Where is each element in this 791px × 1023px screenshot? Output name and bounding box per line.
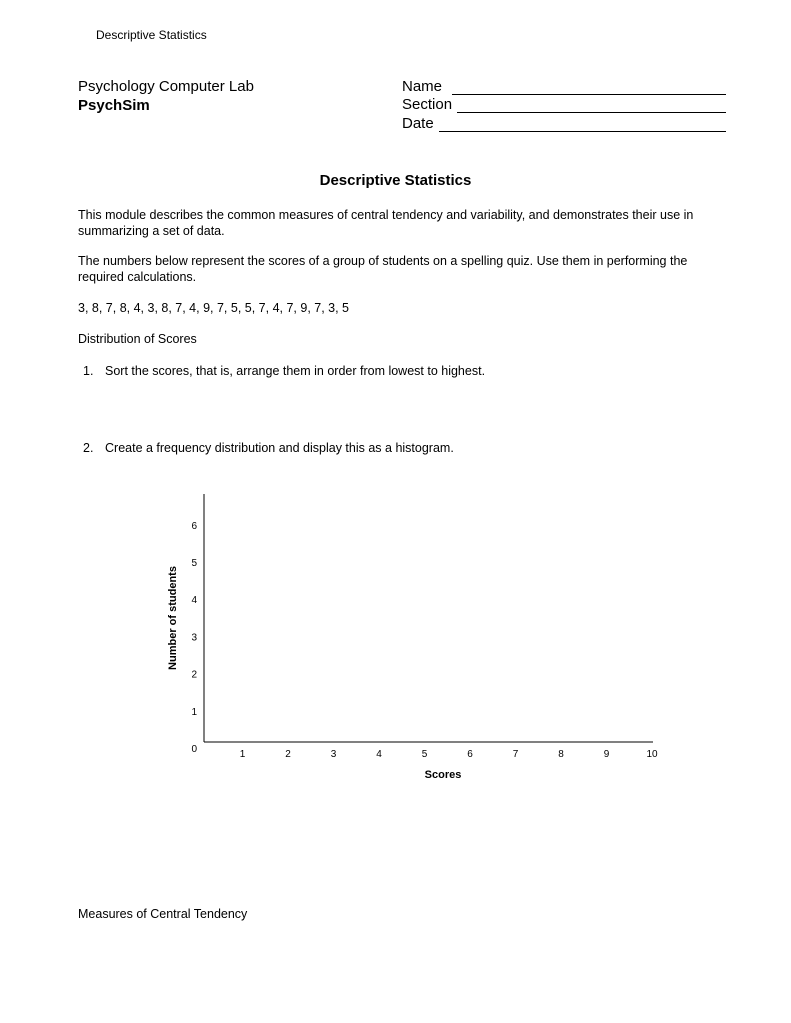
date-label: Date [402,115,434,132]
scores-list: 3, 8, 7, 8, 4, 3, 8, 7, 4, 9, 7, 5, 5, 7, 4, 7, 9, 7, 3, 5 [78,301,350,315]
y-axis-label: Number of students [167,566,179,670]
y-tick-label: 4 [191,595,197,607]
section-label: Section [402,96,453,113]
x-tick-label: 2 [285,749,291,760]
x-tick-label: 9 [603,749,610,760]
item-1-number: 1. [83,364,94,378]
y-tick-label: 2 [191,669,197,681]
name-label: Name [402,78,443,95]
x-tick-label: 1 [239,749,246,760]
y-tick-label: 1 [191,706,197,718]
x-tick-label: 10 [646,749,658,760]
distribution-heading: Distribution of Scores [78,332,197,346]
x-tick-labels [240,749,658,760]
instructions-paragraph: The numbers below represent the scores of a group of students on a spelling quiz. Use them in performing the required calculations. [78,254,688,284]
item-2-number: 2. [83,441,94,455]
running-header: Descriptive Statistics [96,28,207,42]
x-tick-label: 8 [558,749,564,760]
x-axis-label: Scores [424,769,462,781]
module-name: PsychSim [78,97,150,114]
x-tick-label: 3 [330,749,337,760]
x-tick-label: 6 [467,749,473,760]
y-tick-label: 3 [191,632,197,644]
item-2-text: Create a frequency distribution and display this as a histogram. [105,441,454,455]
lab-title: Psychology Computer Lab [78,78,254,95]
y-tick-label: 6 [191,520,197,532]
x-tick-label: 4 [376,749,382,760]
item-1-text: Sort the scores, that is, arrange them in order from lowest to highest. [105,364,486,378]
y-tick-label: 5 [191,558,197,569]
central-tendency-heading: Measures of Central Tendency [78,907,248,921]
document-title: Descriptive Statistics [319,172,472,189]
x-tick-label: 7 [512,749,519,760]
intro-paragraph: This module describes the common measures of central tendency and variability, and demonstrates their use in summarizing a set of data. [78,208,694,238]
x-tick-label: 5 [421,749,428,760]
y-tick-label: 0 [191,744,197,755]
y-tick-labels [191,521,197,755]
